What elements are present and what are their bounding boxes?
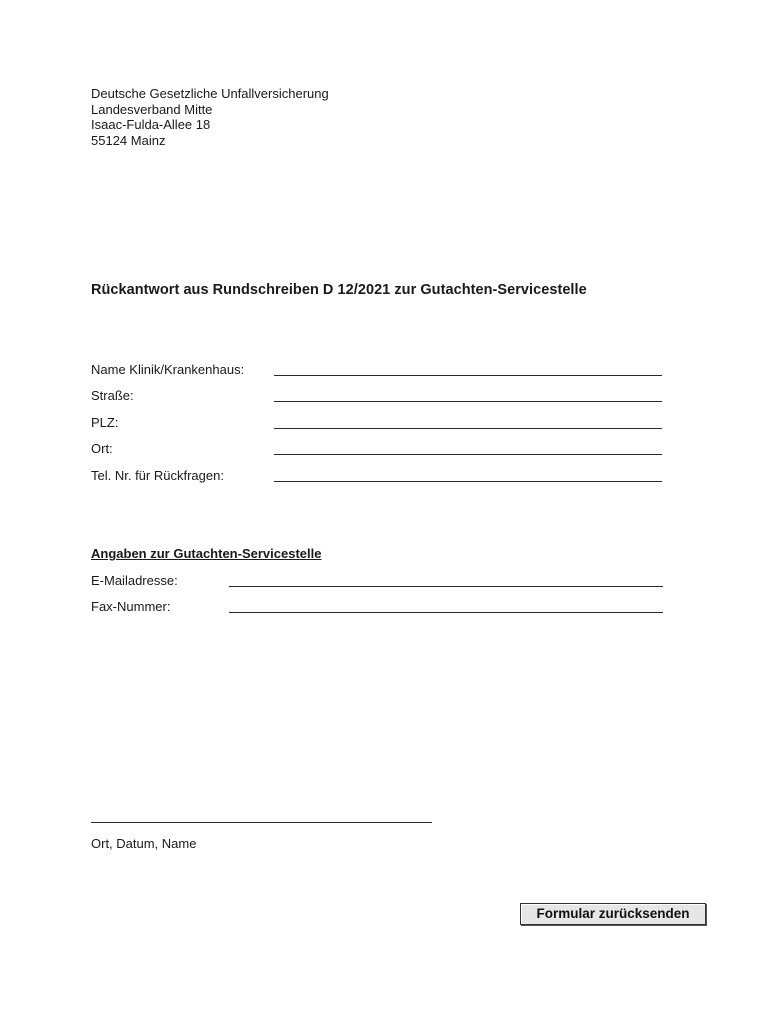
- submit-form-button[interactable]: Formular zurücksenden: [520, 903, 706, 925]
- signature-line[interactable]: [91, 822, 432, 823]
- email-field[interactable]: [229, 586, 663, 587]
- signature-label: Ort, Datum, Name: [91, 836, 197, 851]
- phone-field[interactable]: [274, 481, 662, 482]
- field-label: E-Mailadresse:: [91, 573, 178, 588]
- field-label: Ort:: [91, 441, 113, 456]
- address-line: Landesverband Mitte: [91, 101, 213, 117]
- field-label: PLZ:: [91, 415, 119, 430]
- street-field[interactable]: [274, 401, 662, 402]
- address-line: Deutsche Gesetzliche Unfallversicherung: [91, 86, 329, 101]
- form-title: Rückantwort aus Rundschreiben D 12/2021 zur Gutachten-Servicestelle: [91, 282, 587, 298]
- address-line: 55124 Mainz: [91, 132, 166, 148]
- field-label: Straße:: [91, 388, 134, 403]
- city-field[interactable]: [274, 454, 662, 455]
- section-heading: Angaben zur Gutachten-Servicestelle: [91, 546, 322, 561]
- recipient-address: [91, 86, 329, 148]
- hospital-name-field[interactable]: [274, 375, 662, 376]
- field-label: Fax-Nummer:: [91, 599, 171, 614]
- fax-field[interactable]: [229, 612, 663, 613]
- address-line: Isaac-Fulda-Allee 18: [91, 117, 211, 132]
- postal-code-field[interactable]: [274, 428, 662, 429]
- field-label: Name Klinik/Krankenhaus:: [91, 362, 245, 377]
- field-label: Tel. Nr. für Rückfragen:: [91, 468, 224, 483]
